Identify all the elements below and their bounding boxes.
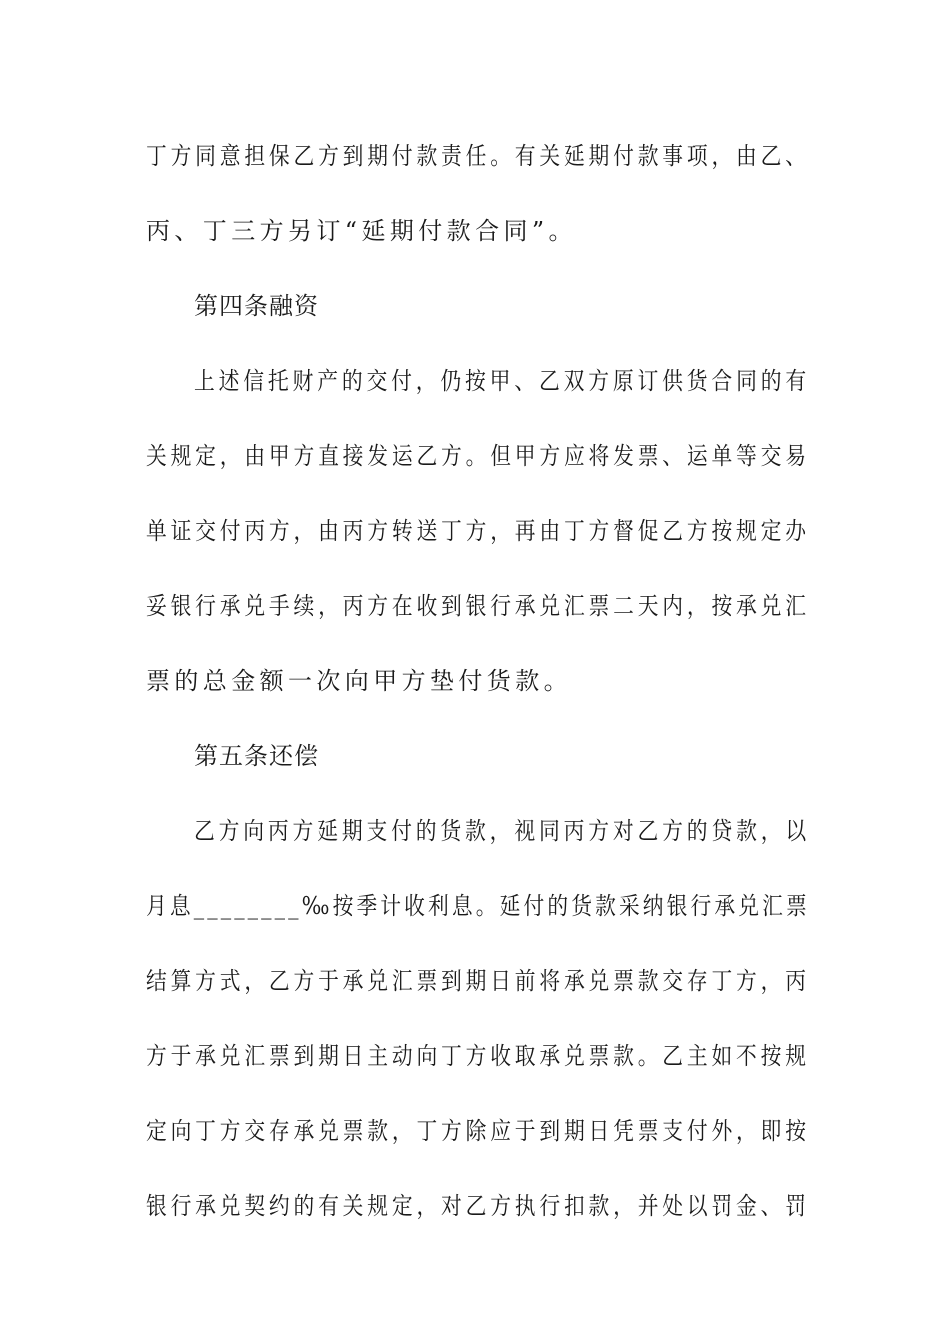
paragraph-line: 上述信托财产的交付，仍按甲、乙双方原订供货合同的有 xyxy=(194,367,810,395)
paragraph-line: 方于承兑汇票到期日主动向丁方收取承兑票款。乙主如不按规 xyxy=(146,1042,810,1070)
paragraph-line: 关规定，由甲方直接发运乙方。但甲方应将发票、运单等交易 xyxy=(146,442,810,470)
section-heading-4: 第四条融资 xyxy=(194,292,319,320)
paragraph-line: 票的总金额一次向甲方垫付货款。 xyxy=(146,667,572,695)
paragraph-line: 月息________‰按季计收利息。延付的货款采纳银行承兑汇票 xyxy=(146,892,810,920)
paragraph-line: 银行承兑契约的有关规定，对乙方执行扣款，并处以罚金、罚 xyxy=(146,1192,810,1220)
paragraph-line: 乙方向丙方延期支付的货款，视同丙方对乙方的贷款，以 xyxy=(194,817,810,845)
paragraph-line: 妥银行承兑手续，丙方在收到银行承兑汇票二天内，按承兑汇 xyxy=(146,592,810,620)
paragraph-line: 结算方式，乙方于承兑汇票到期日前将承兑票款交存丁方，丙 xyxy=(146,967,810,995)
paragraph-line: 单证交付丙方，由丙方转送丁方，再由丁方督促乙方按规定办 xyxy=(146,517,810,545)
section-heading-5: 第五条还偿 xyxy=(194,742,319,770)
paragraph-line: 定向丁方交存承兑票款，丁方除应于到期日凭票支付外，即按 xyxy=(146,1117,810,1145)
paragraph-line: 丙、丁三方另订“延期付款合同”。 xyxy=(146,217,577,245)
paragraph-line: 丁方同意担保乙方到期付款责任。有关延期付款事项，由乙、 xyxy=(146,142,810,170)
